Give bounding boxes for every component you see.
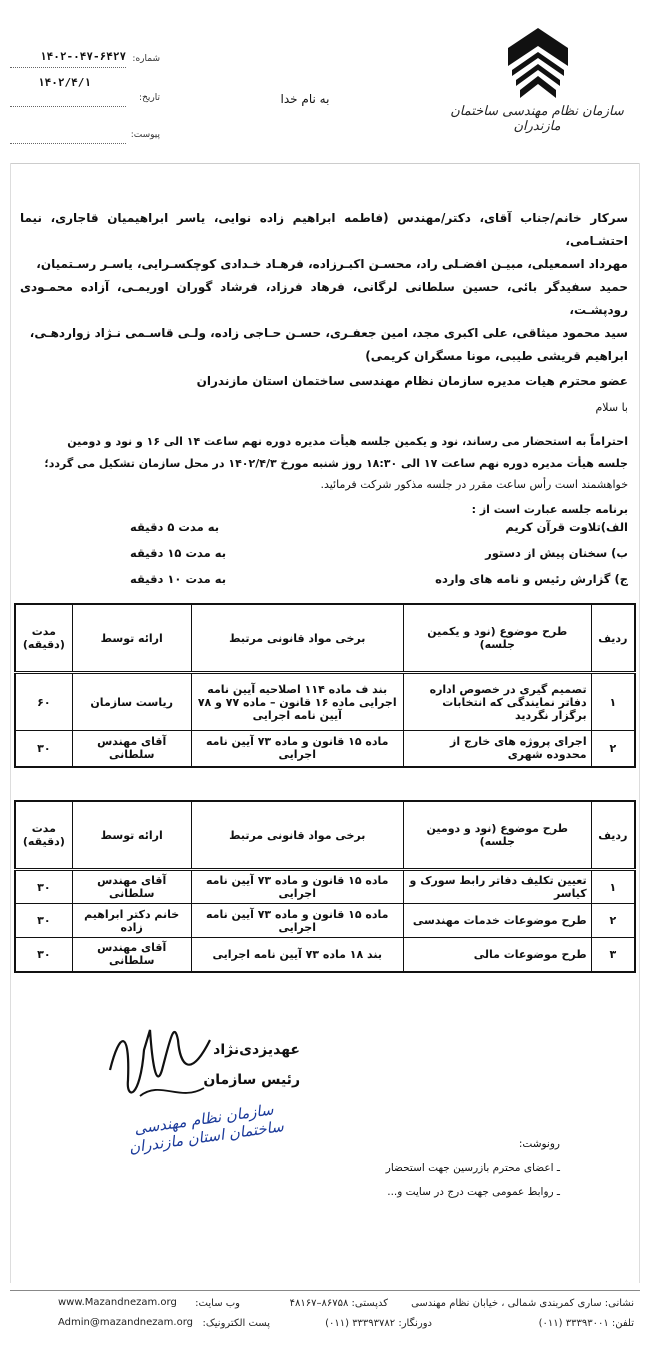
date-label: تاریخ:: [139, 93, 160, 103]
addressee: عضو محترم هیات مدیره سازمان نظام مهندسی ساختمان استان مازندران: [196, 374, 628, 388]
body-line: خواهشمند است رأس ساعت مقرر در جلسه مذکور شرکت فرمائید.: [320, 478, 628, 491]
table-row: ۱ تصمیم گیری در خصوص اداره دفاتر نمایندگی که انتخابات برگزار نگردید بند ف ماده ۱۱۴ اصلاحیه آیین نامه اجرایی ماده ۱۶ قانون – ماده ۷۷ و ۷۸ آیین نامه اجرایی ریاست سازمان ۶۰: [15, 673, 635, 731]
org-name: سازمان نظام مهندسی ساختمان مازندران: [450, 104, 624, 134]
attachment-label: پیوست:: [130, 130, 160, 140]
footer-postal: کدپستی: ۸۶۷۵۸–۴۸۱۶۷: [289, 1298, 388, 1309]
footer-fax: دورنگار: ۳۳۳۹۳۷۸۲ (۰۱۱): [325, 1318, 432, 1329]
table-header: ارائه توسط: [72, 801, 191, 870]
basmala: به نام خدا: [280, 92, 330, 106]
letter-body: [20, 207, 628, 519]
footer-address: نشانی: ساری کمربندی شمالی ، خیابان نظام مهندسی: [411, 1298, 634, 1309]
agenda-duration: به مدت ۵ دقیقه: [130, 520, 220, 534]
table-header: برخی مواد قانونی مرتبط: [191, 604, 403, 673]
number-value: ۱۴۰۲-۰۴۷-۶۴۲۷: [40, 50, 127, 63]
footer-email-link[interactable]: Admin@mazandnezam.org: [58, 1317, 193, 1328]
footer-email-label: پست الکترونیک:: [202, 1318, 270, 1329]
table-row: ۳ طرح موضوعات مالی بند ۱۸ ماده ۷۳ آیین نامه اجرایی آقای مهندس سلطانی ۳۰: [15, 938, 635, 972]
session-91-table: [14, 603, 636, 768]
body-line: احتراماً به استحضار می رساند، نود و یکمین جلسه هیأت مدیره دوره نهم ساعت ۱۴ الی ۱۶ و نود و دومین: [67, 435, 628, 448]
agenda-item: ب) سخنان پیش از دستور: [485, 546, 628, 560]
table-header: ردیف: [591, 604, 635, 673]
attachment-field: [10, 128, 160, 146]
agenda-item: ج) گزارش رئیس و نامه های وارده: [435, 572, 628, 586]
table-header: ردیف: [591, 801, 635, 870]
table-header: طرح موضوع (نود و یکمین جلسه): [403, 604, 591, 673]
organization-stamp: سازمان نظام مهندسی ساختمان استان مازندران: [127, 1100, 285, 1157]
footer-website-link[interactable]: www.Mazandnezam.org: [58, 1297, 177, 1308]
table-header: مدت (دقیقه): [15, 801, 72, 870]
table-row: ۲ اجرای پروژه های خارج از محدوده شهری ماده ۱۵ قانون و ماده ۷۳ آیین نامه اجرایی آقای مهندس سلطانی ۳۰: [15, 731, 635, 767]
footer-website-label: وب سایت:: [195, 1298, 240, 1309]
date-value: ۱۴۰۲/۴/۱: [38, 76, 91, 89]
recipient-line: حمید سفیدگر بائی، حسین سلطانی لرگانی، فرهاد فرزاد، فرشاد گوران اوریمـی، آزاده محمـودی رودپشـت،: [20, 280, 628, 317]
recipient-line: سرکار خانم/جناب آقای، دکتر/مهندس (فاطمه ابراهیم زاده نوایی، یاسر ابراهیمیان قاجاری، نیما احتشـامی،: [20, 211, 628, 248]
recipient-line: سید محمود میثاقی، علی اکبری مجد، امین جعفـری، حسـن حـاجی زاده، ولـی قاسـمی نـژاد زواردهـی،: [29, 326, 628, 340]
program-title: برنامه جلسه عبارت است از :: [471, 503, 628, 516]
greeting: با سلام: [595, 401, 628, 414]
cc-item: ـ اعضای محترم بازرسین جهت استحضار: [385, 1162, 560, 1174]
agenda-item: الف)تلاوت قرآن کریم: [505, 520, 628, 534]
body-line: جلسه هیأت مدیره دوره نهم ساعت ۱۷ الی ۱۸:۳۰ روز شنبه مورخ ۱۴۰۲/۴/۳ در محل سازمان تشکیل می گردد؛: [44, 457, 628, 470]
signer-name: عهدیزدی‌نژاد: [213, 1042, 300, 1058]
table-header: برخی مواد قانونی مرتبط: [191, 801, 403, 870]
number-field: [10, 52, 160, 70]
agenda-duration: به مدت ۱۰ دقیقه: [130, 572, 227, 586]
cc-title: رونوشت:: [518, 1138, 560, 1150]
cc-item: ـ روابط عمومی جهت درج در سایت و...: [387, 1186, 560, 1198]
table-header: ارائه توسط: [72, 604, 191, 673]
footer-phone: تلفن: ۳۳۳۹۳۰۰۱ (۰۱۱): [538, 1318, 634, 1329]
recipient-line: مهرداد اسمعیلی، مبیـن افضـلی راد، محسـن اکبـرزاده، فرهـاد خـدادی کوچکسـرایی، یاسـر رسـتمیان،: [36, 257, 628, 271]
signature-scribble-icon: [100, 1010, 220, 1110]
agenda-duration: به مدت ۱۵ دقیقه: [130, 546, 227, 560]
date-field: [10, 91, 160, 109]
session-92-table: [14, 800, 636, 973]
table-header: طرح موضوع (نود و دومین جلسه): [403, 801, 591, 870]
table-row: ۱ تعیین تکلیف دفاتر رابط سورک و کیاسر ماده ۱۵ قانون و ماده ۷۳ آیین نامه اجرایی آقای مهندس سلطانی ۳۰: [15, 870, 635, 904]
table-header: مدت (دقیقه): [15, 604, 72, 673]
table-row: ۲ طرح موضوعات خدمات مهندسی ماده ۱۵ قانون و ماده ۷۳ آیین نامه اجرایی خانم دکتر ابراهیم زاده ۳۰: [15, 904, 635, 938]
signer-title: رئیس سازمان: [203, 1072, 300, 1088]
number-label: شماره:: [132, 54, 160, 64]
org-logo-icon: [506, 26, 570, 102]
recipient-line: ابراهیم قریشی طیبی، مونا مسگران کریمی): [365, 349, 628, 363]
